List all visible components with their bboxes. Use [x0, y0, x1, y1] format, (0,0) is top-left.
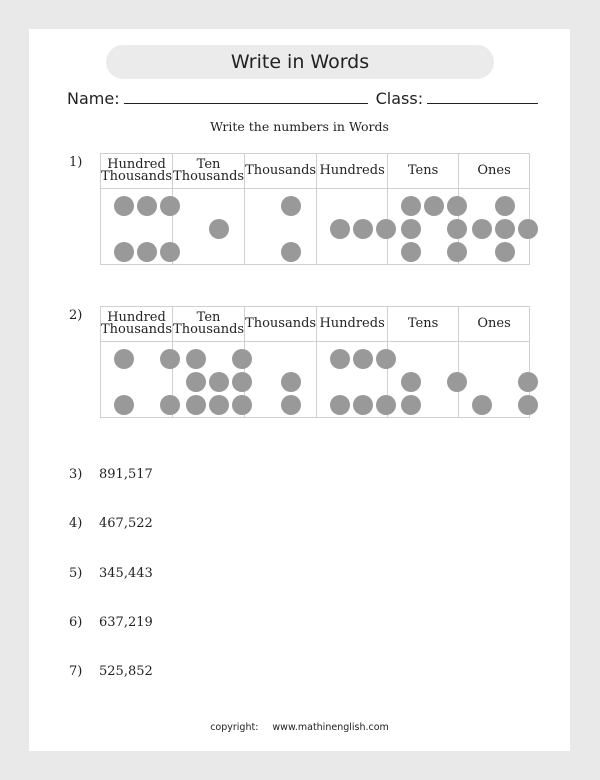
counter-dot [495, 242, 515, 262]
counter-dot [186, 349, 206, 369]
counter-dot [401, 372, 421, 392]
counter-dot [114, 349, 134, 369]
copyright-site[interactable]: www.mathinenglish.com [272, 722, 389, 733]
question-2-label: 2) [69, 308, 83, 323]
col-tens: Tens [388, 154, 459, 189]
question-3 [69, 467, 153, 482]
counter-dot [281, 372, 301, 392]
counter-dot [114, 196, 134, 216]
counter-dot [353, 349, 373, 369]
counter-dot [137, 242, 157, 262]
col-hundreds: Hundreds [317, 307, 388, 342]
counter-dot [114, 242, 134, 262]
counter-dot [424, 196, 444, 216]
counter-dot [330, 219, 350, 239]
col-hundreds: Hundreds [317, 154, 388, 189]
instruction-text: Write the numbers in Words [210, 119, 389, 134]
cell-thousands [245, 342, 317, 418]
name-label: Name: [67, 89, 120, 108]
counter-dot [186, 372, 206, 392]
question-7 [69, 664, 153, 679]
copyright-label: copyright: [210, 722, 259, 733]
counter-dot [330, 395, 350, 415]
question-6 [69, 615, 153, 630]
col-hundred-thousands: Hundred Thousands [101, 307, 173, 342]
header-row [101, 307, 530, 342]
question-1-label: 1) [69, 155, 83, 170]
col-thousands: Thousands [245, 307, 317, 342]
cell-ten-thousands [173, 342, 245, 418]
counter-dot [114, 395, 134, 415]
question-number: 637,219 [99, 615, 153, 630]
counter-dot [353, 219, 373, 239]
cell-hundreds [317, 189, 388, 265]
counter-dot [209, 372, 229, 392]
question-number: 891,517 [99, 467, 153, 482]
counter-dot [281, 242, 301, 262]
copyright-footer [29, 722, 570, 733]
counter-dot [518, 372, 538, 392]
col-thousands: Thousands [245, 154, 317, 189]
cell-thousands [245, 189, 317, 265]
worksheet-title: Write in Words [106, 45, 494, 79]
counter-dot [518, 219, 538, 239]
counter-dot [518, 395, 538, 415]
col-ten-thousands: Ten Thousands [173, 307, 245, 342]
question-number: 467,522 [99, 516, 153, 531]
header-row [101, 154, 530, 189]
counter-dot [281, 196, 301, 216]
col-hundred-thousands: Hundred Thousands [101, 154, 173, 189]
question-label: 6) [69, 615, 83, 630]
cell-hundred-thousands [101, 189, 173, 265]
counter-dot [401, 196, 421, 216]
name-blank[interactable] [124, 87, 368, 104]
cell-ones [459, 189, 530, 265]
cell-tens [388, 189, 459, 265]
question-label: 4) [69, 516, 83, 531]
dot-row [101, 342, 530, 418]
counter-dot [281, 395, 301, 415]
counter-dot [353, 395, 373, 415]
question-label: 7) [69, 664, 83, 679]
col-ones: Ones [459, 154, 530, 189]
question-label: 3) [69, 467, 83, 482]
counter-dot [472, 219, 492, 239]
cell-tens [388, 342, 459, 418]
counter-dot [401, 242, 421, 262]
counter-dot [472, 395, 492, 415]
col-ten-thousands: Ten Thousands [173, 154, 245, 189]
counter-dot [401, 219, 421, 239]
dot-row [101, 189, 530, 265]
col-tens: Tens [388, 307, 459, 342]
class-label: Class: [375, 89, 424, 108]
counter-dot [209, 395, 229, 415]
cell-hundreds [317, 342, 388, 418]
question-5 [69, 566, 153, 581]
cell-ten-thousands [173, 189, 245, 265]
cell-ones [459, 342, 530, 418]
counter-dot [401, 395, 421, 415]
question-number: 345,443 [99, 566, 153, 581]
question-label: 5) [69, 566, 83, 581]
place-value-table-2 [100, 306, 530, 418]
cell-hundred-thousands [101, 342, 173, 418]
question-4 [69, 516, 153, 531]
place-value-table-1 [100, 153, 530, 265]
counter-dot [330, 349, 350, 369]
counter-dot [495, 196, 515, 216]
name-class-line [67, 87, 538, 108]
counter-dot [186, 395, 206, 415]
col-ones: Ones [459, 307, 530, 342]
counter-dot [137, 196, 157, 216]
class-blank[interactable] [427, 87, 538, 104]
worksheet [29, 29, 570, 751]
counter-dot [495, 219, 515, 239]
counter-dot [209, 219, 229, 239]
question-number: 525,852 [99, 664, 153, 679]
